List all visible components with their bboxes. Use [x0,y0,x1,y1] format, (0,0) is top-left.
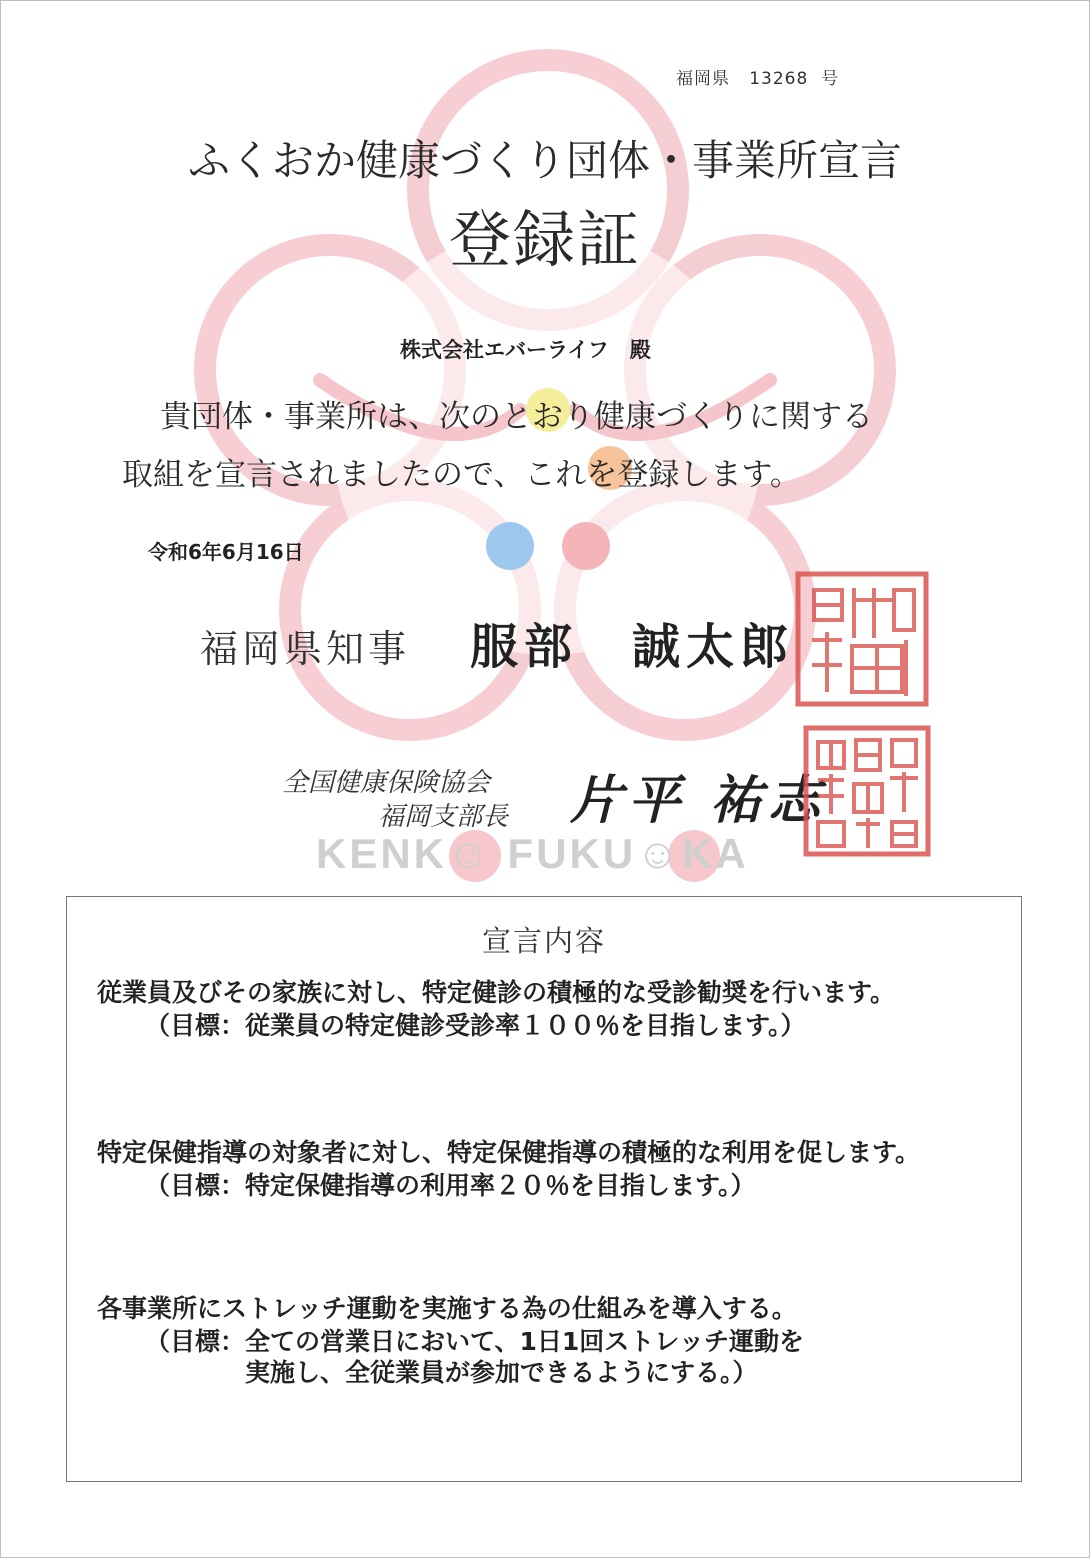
body-line-1: 貴団体・事業所は、次のとおり健康づくりに関する [160,399,873,435]
declaration-item [97,1293,977,1388]
governor-title: 福岡県知事 [200,627,411,671]
declaration-item [97,1137,977,1201]
association-seal-stamp [802,724,932,858]
declaration-item-text: 各事業所にストレッチ運動を実施する為の仕組みを導入する。 [97,1294,797,1323]
body-line-2: 取組を宣言されましたので、これを登録します。 [122,457,801,493]
declaration-item [97,977,977,1041]
dot-blue [486,522,534,570]
governor-seal-stamp [794,570,930,708]
issue-date: 令和6年6月16日 [148,540,304,564]
kenko-fukuoka-logo-text: KENK☺ FUKU☺KA [316,830,749,877]
certificate-title: ふくおか健康づくり団体・事業所宣言 [187,136,902,185]
dot-pink [562,522,610,570]
declaration-item-goal: （目標：従業員の特定健診受診率１００％を目指します。） [145,1011,806,1040]
association-director-signature: 片平 祐志 [570,770,827,831]
association-title: 全国健康保険協会 福岡支部長 [282,768,509,832]
declaration-item-goal-continued: 実施し、全従業員が参加できるようにする。） [245,1358,758,1387]
recipient-name: 株式会社エバーライフ 殿 [400,338,651,362]
registration-number: 福岡県 13268 号 [676,69,840,89]
governor-name: 服部 誠太郎 [470,619,795,675]
certificate-subtitle: 登録証 [448,203,641,276]
declaration-item-goal: （目標：全ての営業日において、1日1回ストレッチ運動を [145,1327,805,1356]
declaration-item-text: 従業員及びその家族に対し、特定健診の積極的な受診勧奨を行います。 [97,978,896,1007]
declaration-item-goal: （目標：特定保健指導の利用率２０％を目指します。） [145,1171,756,1200]
declaration-item-text: 特定保健指導の対象者に対し、特定保健指導の積極的な利用を促します。 [97,1138,921,1167]
certificate-body [122,388,1002,504]
declaration-box [66,896,1022,1482]
declaration-heading: 宣言内容 [481,924,606,958]
